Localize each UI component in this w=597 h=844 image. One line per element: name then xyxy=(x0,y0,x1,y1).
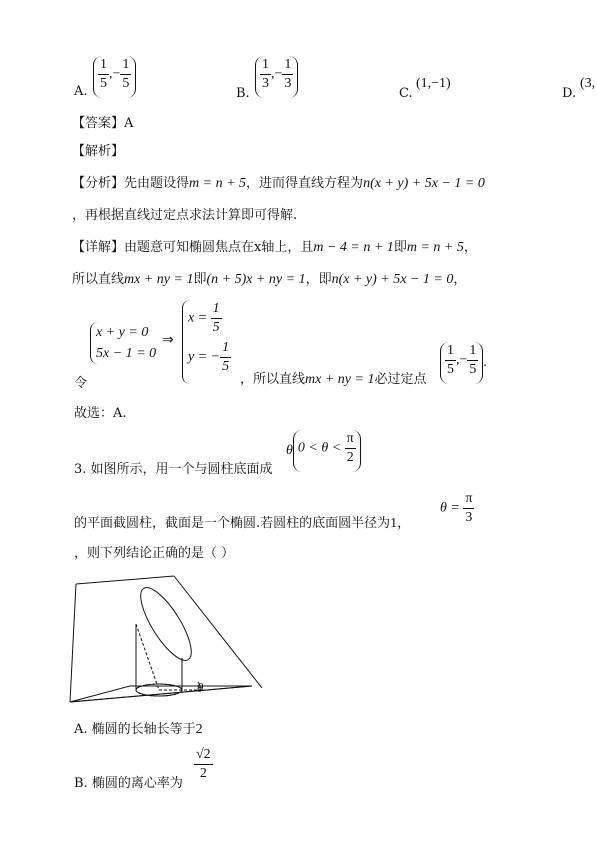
solution-system: x = $\frac{1}{5}$ y = − $\frac{1}{5}$ xyxy=(182,300,231,384)
fixed-point-text: ，所以直线mx + ny = 1必过定点 xyxy=(240,372,427,387)
q3-option-b-value: $\frac{√2}{2}$ xyxy=(196,747,211,781)
option-d-label: D. xyxy=(562,86,577,101)
fixed-point-value: $\frac{1}{5}$ ,− $\frac{1}{5}$ . xyxy=(440,342,487,384)
option-a-label: A. xyxy=(74,84,88,99)
option-a-value: $\frac{1}{5}$ ,− $\frac{1}{5}$ xyxy=(93,56,136,98)
fenxi-line1: 【分析】先由题设得m = n + 5，进而得直线方程为n(x + y) + 5x − 1 = 0 xyxy=(72,176,485,191)
implies-arrow: ⇒ xyxy=(162,333,174,348)
cylinder-section-figure xyxy=(66,562,276,712)
fenxi-line2: ，再根据直线过定点求法计算即可得解. xyxy=(72,208,298,223)
equation-system: x + y = 0 5x − 1 = 0 xyxy=(90,322,156,364)
theta-equals: θ = $\frac{\pi}{3}$ xyxy=(440,491,473,525)
analysis-tag: 【解析】 xyxy=(72,144,125,159)
cutting-plane-left xyxy=(70,584,76,702)
option-d-value: (3, xyxy=(580,76,596,91)
figure-theta-label: θ xyxy=(197,680,204,695)
q3-line3: ，则下列结论正确的是（ ） xyxy=(74,546,235,561)
q3-option-b: B. 椭圆的离心率为 xyxy=(74,776,183,791)
theta-condition: θ 0 < θ < $\frac{\pi}{2}$ xyxy=(286,430,361,472)
cutting-plane-right xyxy=(174,576,262,688)
option-b-label: B. xyxy=(236,86,250,101)
answer-line: 【答案】A xyxy=(72,116,134,131)
section-ellipse xyxy=(132,581,200,667)
conclusion: 故选：A. xyxy=(74,406,127,421)
q3-line1: 3. 如图所示，用一个与圆柱底面成 xyxy=(74,462,273,477)
cutting-plane-top xyxy=(76,576,174,584)
xiangjie-line2: 所以直线mx + ny = 1即(n + 5)x + ny = 1，即n(x + y) + 5x − 1 = 0， xyxy=(72,272,467,287)
xiangjie-line1: 【详解】由题意可知椭圆焦点在x轴上，且m − 4 = n + 1即m = n + 5， xyxy=(72,240,477,255)
option-b-value: $\frac{1}{3}$ ,− $\frac{1}{3}$ xyxy=(255,56,298,98)
q3-option-a: A. 椭圆的长轴长等于2 xyxy=(74,722,203,737)
option-c-label: C. xyxy=(399,86,413,101)
q3-line2: 的平面截圆柱，截面是一个椭圆.若圆柱的底面圆半径为1， xyxy=(74,516,411,531)
ling-text: 令 xyxy=(74,376,88,391)
option-c-value: (1,−1) xyxy=(416,76,451,91)
